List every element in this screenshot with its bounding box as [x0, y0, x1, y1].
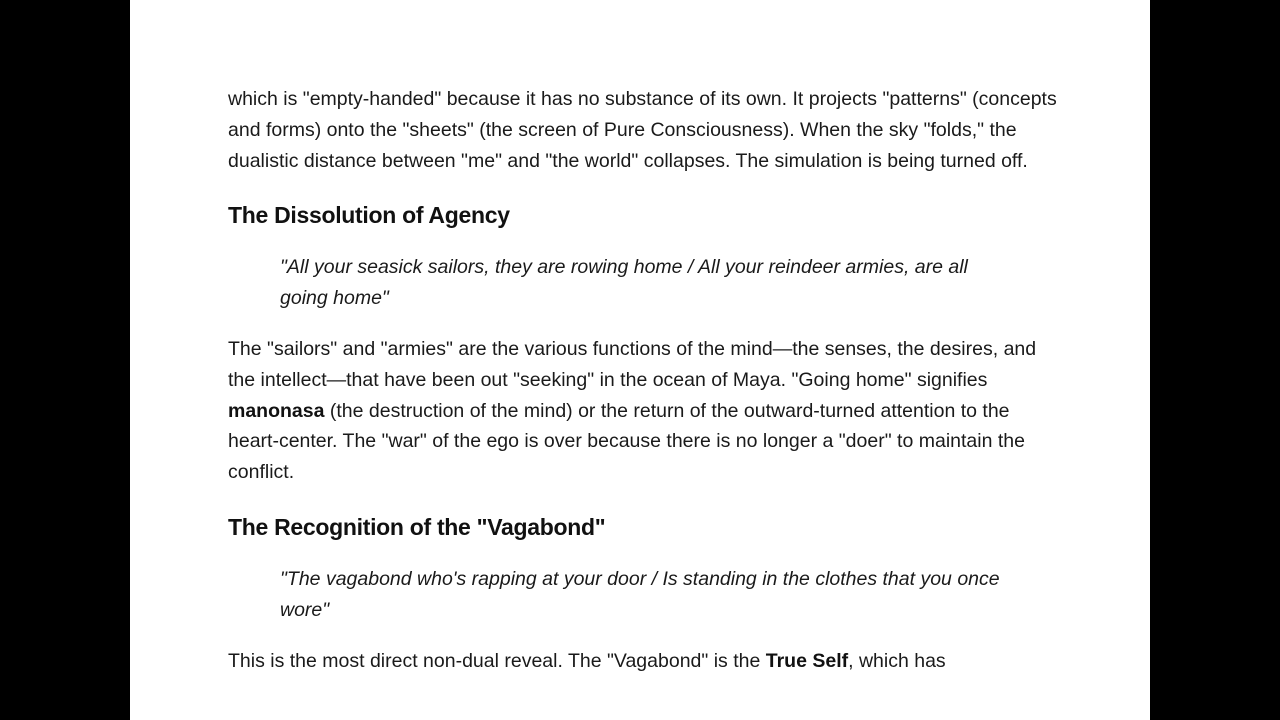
paragraph-text: This is the most direct non-dual reveal. The "Vagabond" is the — [228, 649, 766, 672]
paragraph-text: , which has — [848, 649, 946, 672]
document-page — [130, 0, 1150, 720]
article-body — [228, 84, 1058, 676]
section-heading-dissolution-of-agency: The Dissolution of Agency — [228, 202, 510, 229]
section-heading-recognition-of-vagabond: The Recognition of the "Vagabond" — [228, 513, 606, 540]
blockquote-vagabond: "The vagabond who's rapping at your door / Is standing in the clothes that you once wore" — [280, 567, 1000, 621]
term-true-self: True Self — [765, 649, 849, 672]
paragraph-text: (the destruction of the mind) or the return of the outward-turned attention to the heart-center. The "war" of the ego is over because there is no longer a "doer" to maintain the conflict. — [228, 399, 1025, 484]
term-manonasa: manonasa — [228, 399, 325, 422]
blockquote-sailors: "All your seasick sailors, they are rowing home / All your reindeer armies, are all going home" — [280, 256, 968, 310]
paragraph-intro: which is "empty-handed" because it has no substance of its own. It projects "patterns" (concepts and forms) onto the "sheets" (the screen of Pure Consciousness). When the sky "folds," the dualistic distance between "me" and "the world" collapses. The simulation is being turned off. — [228, 88, 1057, 172]
paragraph-vagabond-explanation — [228, 646, 1058, 677]
paragraph-text: The "sailors" and "armies" are the various functions of the mind—the senses, the desires, and the intellect—that have been out "seeking" in the ocean of Maya. "Going home" signifies — [228, 337, 1037, 391]
paragraph-sailors-explanation — [228, 334, 1058, 488]
